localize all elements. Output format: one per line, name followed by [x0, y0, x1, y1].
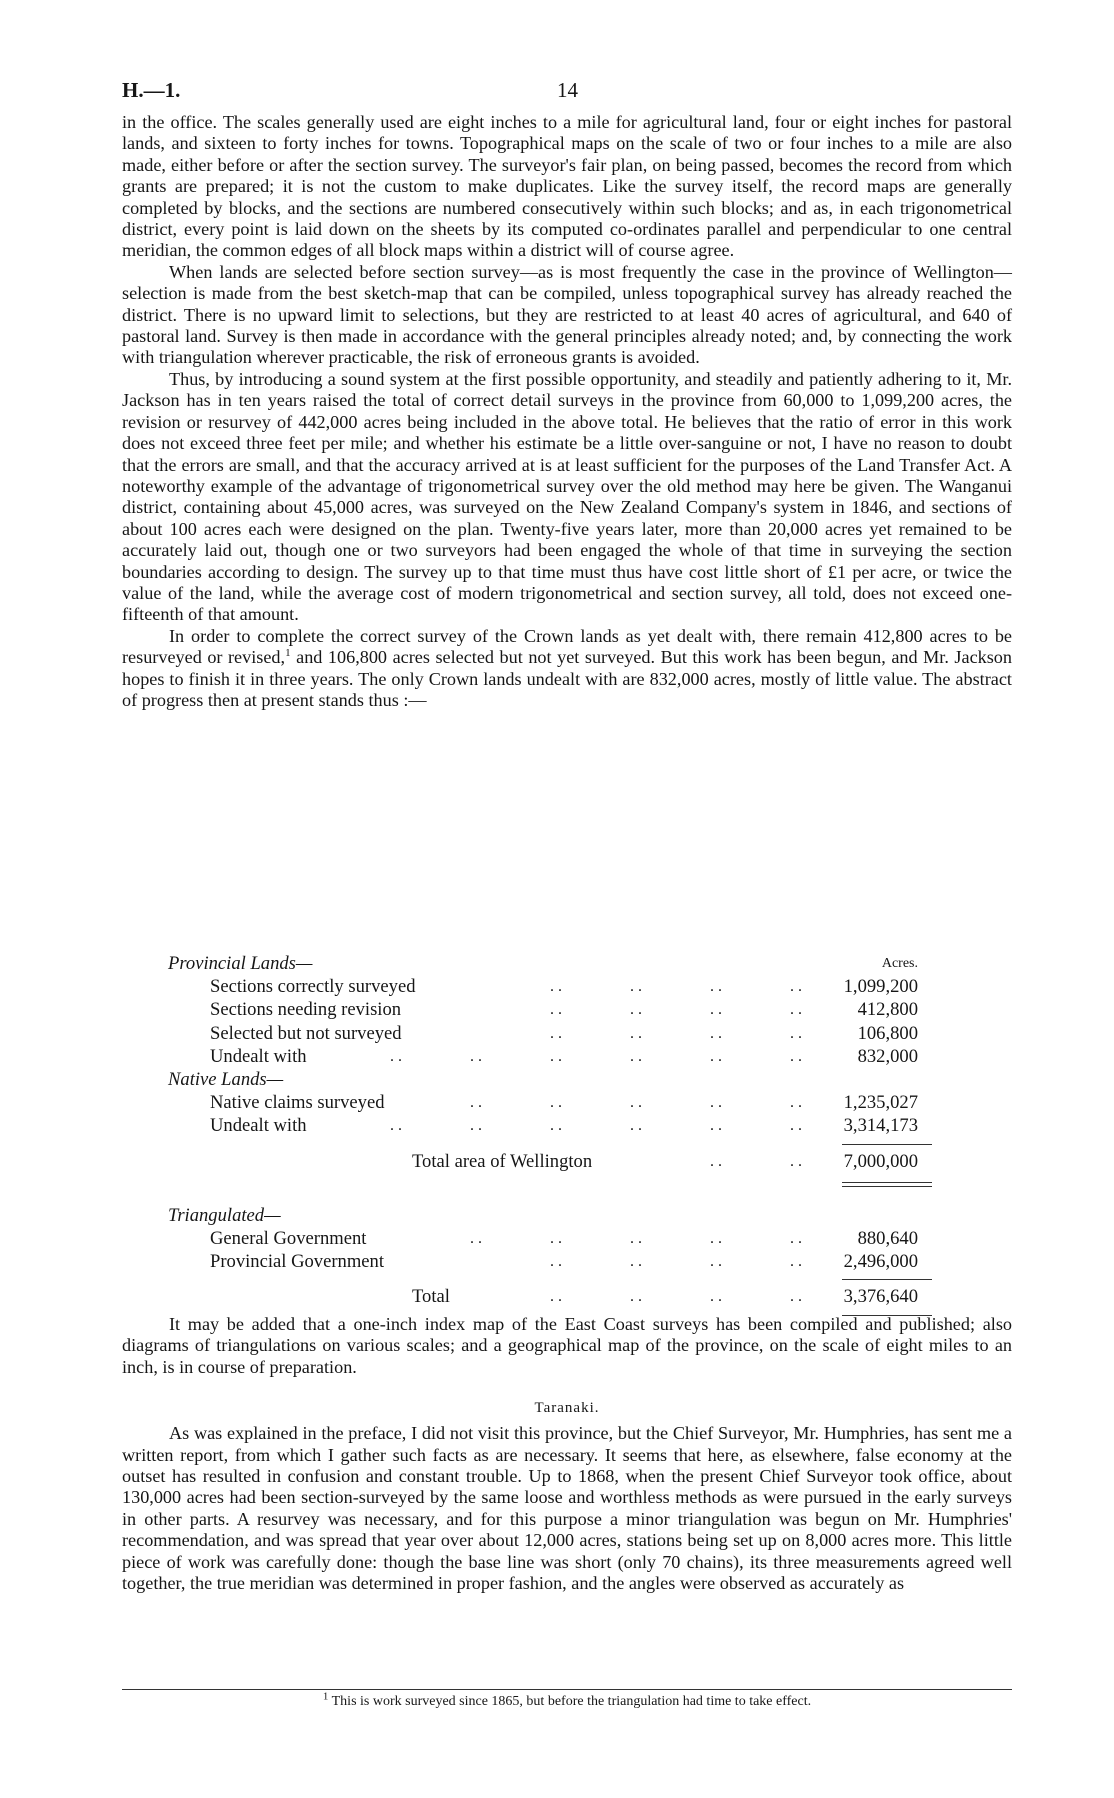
total-rule [842, 1182, 932, 1183]
footnote-marker: 1 [285, 647, 291, 660]
section-heading-taranaki: Taranaki. [534, 1400, 600, 1417]
triangulated-heading: Triangulated— [168, 1204, 281, 1226]
total-value: 3,376,640 [843, 1286, 918, 1308]
leader-dots: . . . . . . . . . . . . [390, 1047, 802, 1065]
table-row-triangulated-heading [122, 1204, 1012, 1227]
table-row [122, 998, 1012, 1021]
row-label: Sections needing revision [210, 999, 402, 1021]
table-row [122, 1114, 1012, 1137]
row-value: 1,099,200 [843, 976, 918, 998]
row-value: 3,314,173 [843, 1115, 918, 1137]
row-label: Sections correctly surveyed [210, 976, 416, 998]
body-text-lower [122, 1314, 1012, 1594]
leader-dots: . . . . . . . . . . [470, 1094, 802, 1112]
paragraph-record-maps: in the office. The scales generally used are eight inches to a mile for agricultural land, four or eight inches for pastoral lands, and sixteen to forty inches for towns. Topographical maps on the scale of two or four inches to a mile are also made, either before or after the section survey. The surveyor's fair plan, on being passed, becomes the record from which grants are prepared; it is not the custom to make duplicates. Like the survey itself, the record maps are generally completed by blocks, and the sections are numbered consecutively within such blocks; and as, in each trigonometrical district, every point is laid down on the sheets by its computed co-ordinates parallel and perpendicular to one central meridian, the common edges of all block maps within a district will of course agree. [122, 112, 1012, 261]
table-row [122, 975, 1012, 998]
body-text-upper [122, 112, 1012, 711]
row-label: General Government [210, 1227, 367, 1249]
leader-dots: . . . . . . . . [550, 978, 802, 996]
table-row [122, 1250, 1012, 1273]
abstract-of-progress-table [122, 952, 1012, 1319]
table-row-total-area [122, 1148, 1012, 1176]
page-number: 14 [557, 78, 578, 102]
table-row [122, 1091, 1012, 1114]
subtotal-rule [842, 1144, 932, 1145]
row-value: 106,800 [857, 1022, 918, 1044]
row-value: 412,800 [857, 999, 918, 1021]
table-row [122, 1227, 1012, 1250]
row-label: Selected but not surveyed [210, 1022, 402, 1044]
row-label: Provincial Government [210, 1250, 385, 1272]
table-row [122, 1022, 1012, 1045]
row-label: Undealt with [210, 1115, 307, 1137]
leader-dots: . . . . . . . . . . [470, 1229, 802, 1247]
footnote [122, 1690, 1012, 1710]
row-value: 880,640 [857, 1227, 918, 1249]
paragraph-taranaki: As was explained in the preface, I did not visit this province, but the Chief Surveyor, Mr. Humphries, has sent me a written report, from which I gather such facts as are necessary. It seems that here, as elsewhere, false economy at the outset has resulted in confusion and constant trouble. Up to 1868, when the present Chief Surveyor took office, about 130,000 acres had been section-surveyed by the same loose and worthless methods as were pursued in the early surveys in other parts. A resurvey was necessary, and for this purpose a minor triangulation was begun on Mr. Humphries' recommendation, and was spread that year over about 12,000 acres, stations being set up on 8,000 acres more. This little piece of work was carefully done: though the base line was short (only 70 chains), its three measurements agreed well together, the true meridian was determined in proper fashion, and the angles were observed as accurately as [122, 1423, 1012, 1594]
table-row-provincial-heading [122, 952, 1012, 975]
acres-column-header: Acres. [881, 956, 918, 971]
total-area-label: Total area of Wellington [412, 1150, 593, 1172]
leader-dots: . . . . . . . . [550, 1288, 802, 1306]
footnote-text: This is work surveyed since 1865, but before the triangulation had time to take effect. [331, 1694, 812, 1709]
row-label: Undealt with [210, 1045, 307, 1067]
paragraph-crown-lands-part1: In order to complete the correct survey of the Crown lands as yet dealt with, there remain 412,800 acres to be resurveyed or revised, [122, 625, 1012, 668]
leader-dots: . . . . . . . . . . . . [390, 1117, 802, 1135]
leader-dots: . . . . [710, 1152, 802, 1170]
row-label: Native claims surveyed [210, 1092, 385, 1114]
document-reference: H.—1. [122, 78, 181, 102]
total-area-value: 7,000,000 [843, 1150, 918, 1172]
row-value: 832,000 [857, 1045, 918, 1067]
leader-dots: . . . . . . . . [550, 1001, 802, 1019]
table-spacer [122, 1176, 1012, 1204]
table-row-total [122, 1283, 1012, 1311]
row-value: 1,235,027 [843, 1092, 918, 1114]
paragraph-crown-lands [122, 626, 1012, 712]
total-double-rule [842, 1186, 932, 1187]
paragraph-jackson: Thus, by introducing a sound system at the first possible opportunity, and steadily and patiently adhering to it, Mr. Jackson has in ten years raised the total of correct detail surveys in the province from 60,000 to 1,099,200 acres, the revision or resurvey of 442,000 acres being included in the above total. He believes that the ratio of error in this work does not exceed three feet per mile; and whether his estimate be a little over-sanguine or not, I have no reason to doubt that the errors are small, and that the accuracy arrived at is at least sufficient for the purposes of the Land Transfer Act. A noteworthy example of the advantage of trigonometrical survey over the old method may here be given. The Wanganui district, containing about 45,000 acres, was surveyed on the New Zealand Company's system in 1846, and sections of about 100 acres each were designed on the plan. Twenty-five years later, more than 20,000 acres yet remained to be accurately laid out, though one or two surveyors had been engaged the whole of that time in surveying the section boundaries according to design. The survey up to that time must thus have cost little short of £1 per acre, or twice the value of the land, while the average cost of modern trigonometrical and section survey, all told, does not exceed one-fifteenth of that amount. [122, 368, 1012, 625]
paragraph-index-map: It may be added that a one-inch index map of the East Coast surveys has been compiled and published; also diagrams of triangulations on various scales; and a geographical map of the province, on the scale of eight miles to an inch, is in course of preparation. [122, 1314, 1012, 1377]
native-lands-heading: Native Lands— [168, 1068, 284, 1090]
table-spacer [122, 1138, 1012, 1148]
table-row [122, 1045, 1012, 1068]
leader-dots: . . . . . . . . [550, 1024, 802, 1042]
table-row-native-heading [122, 1068, 1012, 1091]
footnote-number: 1 [322, 1690, 329, 1703]
total-label: Total [412, 1286, 450, 1308]
page-header [122, 78, 1012, 108]
paragraph-selection: When lands are selected before section survey—as is most frequently the case in the province of Wellington—selection is made from the best sketch-map that can be compiled, unless topographical survey has already reached the district. There is no upward limit to selections, but they are restricted to at least 40 acres of agricultural, and 640 of pastoral land. Survey is then made in accordance with the general principles already noted; and, by connecting the work with triangulation wherever practicable, the risk of erroneous grants is avoided. [122, 261, 1012, 368]
footnote-rule [122, 1689, 1012, 1690]
paragraph-crown-lands-part2: and 106,800 acres selected but not yet surveyed. But this work has been begun, and Mr. Jackson hopes to finish it in three years. The only Crown lands undealt with are 832,000 acres, mostly of little value. The abstract of progress then at present stands thus :— [122, 647, 1012, 710]
row-value: 2,496,000 [843, 1250, 918, 1272]
provincial-lands-heading: Provincial Lands— [168, 953, 313, 974]
grand-total-rule [842, 1279, 932, 1280]
leader-dots: . . . . . . . . [550, 1252, 802, 1270]
table-spacer [122, 1273, 1012, 1283]
